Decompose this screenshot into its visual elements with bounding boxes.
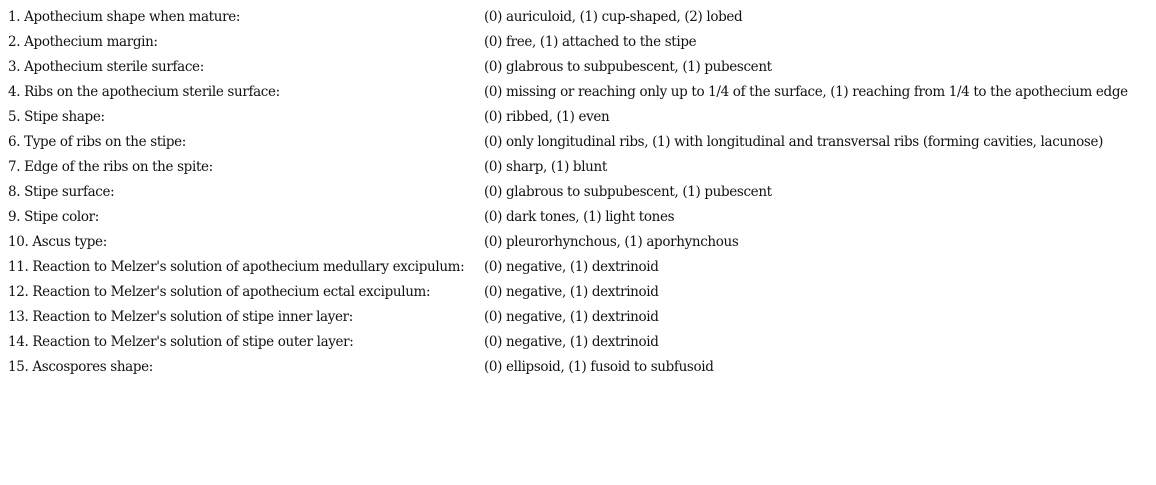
character-states: (0) negative, (1) dextrinoid: [484, 259, 659, 275]
character-label: 6. Type of ribs on the stipe:: [8, 134, 186, 150]
character-states: (0) glabrous to subpubescent, (1) pubescent: [484, 184, 772, 200]
character-label: 11. Reaction to Melzer's solution of apothecium medullary excipulum:: [8, 259, 465, 275]
table-row: [8, 332, 1128, 357]
table-row: [8, 57, 1128, 82]
character-states: (0) missing or reaching only up to 1/4 of the surface, (1) reaching from 1/4 to the apothecium edge: [484, 84, 1128, 100]
character-label: 15. Ascospores shape:: [8, 359, 153, 375]
character-states: (0) ribbed, (1) even: [484, 109, 610, 125]
character-states: (0) sharp, (1) blunt: [484, 159, 607, 175]
character-label: 9. Stipe color:: [8, 209, 99, 225]
table-row: [8, 132, 1128, 157]
character-label: 3. Apothecium sterile surface:: [8, 59, 204, 75]
table-row: [8, 207, 1128, 232]
character-label: 2. Apothecium margin:: [8, 34, 158, 50]
character-label: 8. Stipe surface:: [8, 184, 115, 200]
table-row: [8, 157, 1128, 182]
table-row: [8, 7, 1128, 32]
character-label: 14. Reaction to Melzer's solution of stipe outer layer:: [8, 334, 354, 350]
character-label: 5. Stipe shape:: [8, 109, 105, 125]
character-label: 7. Edge of the ribs on the spite:: [8, 159, 213, 175]
character-label: 13. Reaction to Melzer's solution of stipe inner layer:: [8, 309, 353, 325]
character-label: 12. Reaction to Melzer's solution of apothecium ectal excipulum:: [8, 284, 431, 300]
character-rows: [8, 7, 1128, 382]
character-states: (0) only longitudinal ribs, (1) with longitudinal and transversal ribs (forming cavities, lacunose): [484, 134, 1104, 150]
character-states: (0) ellipsoid, (1) fusoid to subfusoid: [484, 359, 714, 375]
character-label: 10. Ascus type:: [8, 234, 107, 250]
character-states: (0) dark tones, (1) light tones: [484, 209, 675, 225]
character-states: (0) auriculoid, (1) cup-shaped, (2) lobed: [484, 9, 743, 25]
character-states: (0) negative, (1) dextrinoid: [484, 309, 659, 325]
table-row: [8, 357, 1128, 382]
character-label: 4. Ribs on the apothecium sterile surface:: [8, 84, 280, 100]
character-label: 1. Apothecium shape when mature:: [8, 9, 241, 25]
table-row: [8, 32, 1128, 57]
character-states: (0) pleurorhynchous, (1) aporhynchous: [484, 234, 739, 250]
table-row: [8, 82, 1128, 107]
table-row: [8, 232, 1128, 257]
character-states: (0) glabrous to subpubescent, (1) pubescent: [484, 59, 772, 75]
table-row: [8, 107, 1128, 132]
table-row: [8, 282, 1128, 307]
table-row: [8, 182, 1128, 207]
character-states: (0) negative, (1) dextrinoid: [484, 284, 659, 300]
table-row: [8, 307, 1128, 332]
character-states: (0) negative, (1) dextrinoid: [484, 334, 659, 350]
character-states: (0) free, (1) attached to the stipe: [484, 34, 697, 50]
table-row: [8, 257, 1128, 282]
character-states-table: [8, 7, 1128, 382]
